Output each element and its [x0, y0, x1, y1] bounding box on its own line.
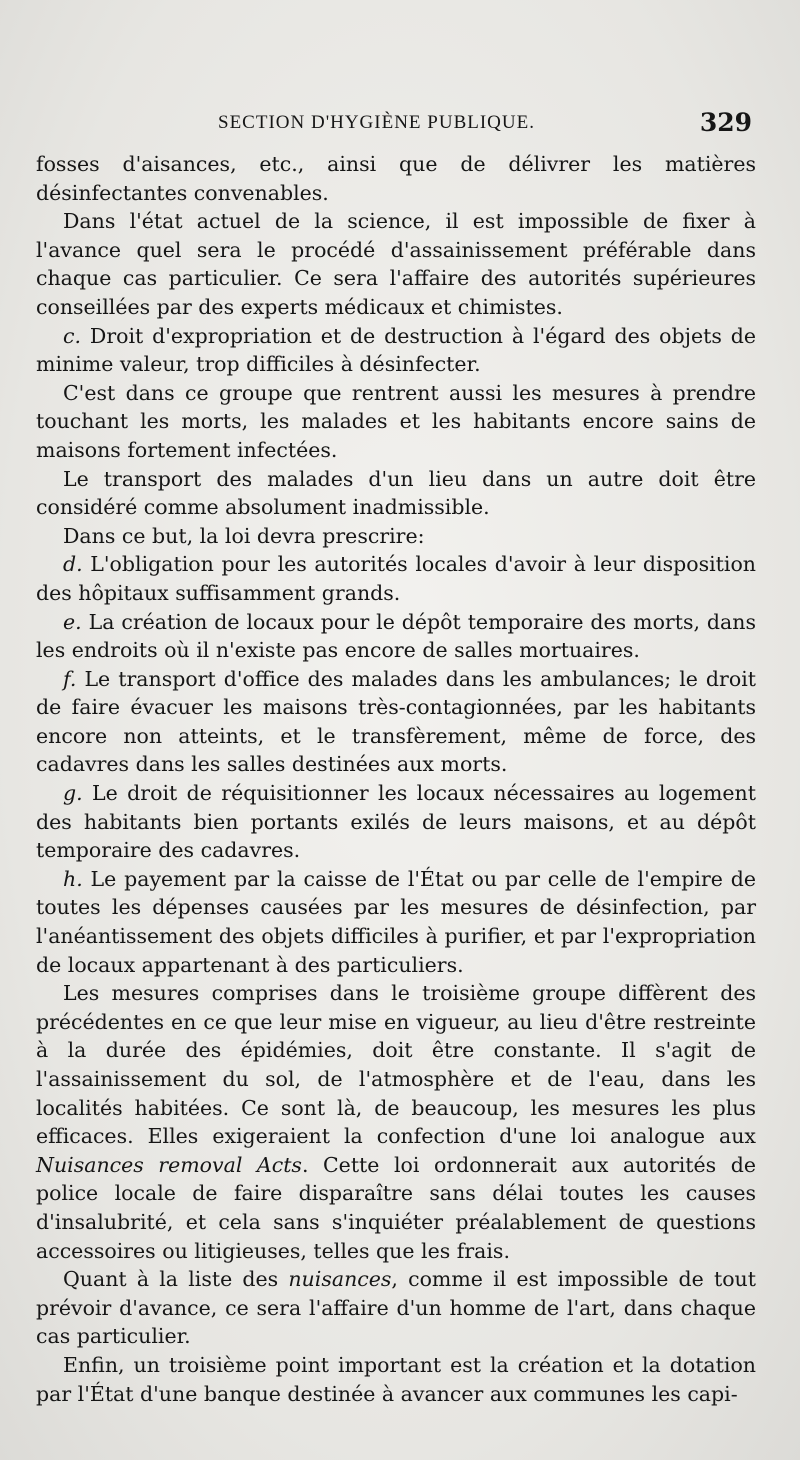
running-header-title: SECTION D'HYGIÈNE PUBLIQUE.	[218, 112, 535, 133]
list-item: c. Droit d'expropriation et de destruction à l'égard des objets de minime valeur, trop difficiles à désinfecter.	[36, 323, 756, 377]
paragraph: Enfin, un troisième point important est la création et la dotation par l'État d'une banque destinée à avancer aux communes les capi-	[36, 1352, 756, 1406]
paragraph: Quant à la liste des nuisances, comme il est impossible de tout prévoir d'avance, ce sera l'affaire d'un homme de l'art, dans chaque cas particulier.	[36, 1267, 756, 1349]
list-item: e. La création de locaux pour le dépôt temporaire des morts, dans les endroits où il n'existe pas encore de salles mortuaires.	[36, 609, 756, 663]
paragraph: C'est dans ce groupe que rentrent aussi les mesures à prendre touchant les morts, les malades et les habitants encore sains de maisons fortement infectées.	[36, 380, 756, 462]
item-marker: g.	[63, 781, 83, 806]
item-marker: f.	[63, 666, 77, 691]
emphasis-text: nuisances	[288, 1267, 392, 1292]
list-item: f. Le transport d'office des malades dans les ambulances; le droit de faire évacuer les maisons très-contagionnées, par les habitants encore non atteints, et le transfèrement, même de force, des cadavres dans les salles destinées aux morts.	[36, 666, 756, 777]
paragraph: fosses d'aisances, etc., ainsi que de délivrer les matières désinfectantes convenables.	[36, 152, 756, 205]
paragraph: Le transport des malades d'un lieu dans un autre doit être considéré comme absolument inadmissible.	[36, 466, 756, 520]
paragraph: Dans l'état actuel de la science, il est impossible de fixer à l'avance quel sera le procédé d'assainissement préférable dans chaque cas particulier. Ce sera l'affaire des autorités supérieures conseillées par des experts médicaux et chimistes.	[36, 209, 756, 319]
list-item: g. Le droit de réquisitionner les locaux nécessaires au logement des habitants bien portants exilés de leurs maisons, et au dépôt temporaire des cadavres.	[36, 781, 756, 863]
list-item: h. Le payement par la caisse de l'État ou par celle de l'empire de toutes les dépenses causées par les mesures de désinfection, par l'anéantissement des objets difficiles à purifier, et par l'expropriation de locaux appartenant à des particuliers.	[36, 866, 756, 977]
paragraph: Dans ce but, la loi devra prescrire:	[63, 523, 425, 548]
body-text	[36, 150, 756, 1408]
item-marker: e.	[63, 609, 82, 634]
paragraph: Les mesures comprises dans le troisième groupe diffèrent des précédentes en ce que leur mise en vigueur, au lieu d'être restreinte à la durée des épidémies, doit être constante. Il s'agit de l'assainissement du sol, de l'atmosphère et de l'eau, dans les localités habitées. Ce sont là, de beaucoup, les mesures les plus efficaces. Elles exigeraient la confection d'une loi analogue aux Nuisances removal Acts. Cette loi ordonnerait aux autorités de police locale de faire disparaître sans délai toutes les causes d'insalubrité, et cela sans s'inquiéter préalablement de questions accessoires ou litigieuses, telles que les frais.	[36, 981, 756, 1263]
item-marker: c.	[63, 323, 81, 348]
emphasis-text: Nuisances removal Acts	[36, 1152, 302, 1177]
page-number: 329	[699, 108, 752, 137]
item-marker: h.	[63, 866, 83, 891]
item-marker: d.	[63, 552, 83, 577]
running-header	[218, 108, 752, 144]
list-item: d. L'obligation pour les autorités locales d'avoir à leur disposition des hôpitaux suffisamment grands.	[36, 552, 756, 605]
